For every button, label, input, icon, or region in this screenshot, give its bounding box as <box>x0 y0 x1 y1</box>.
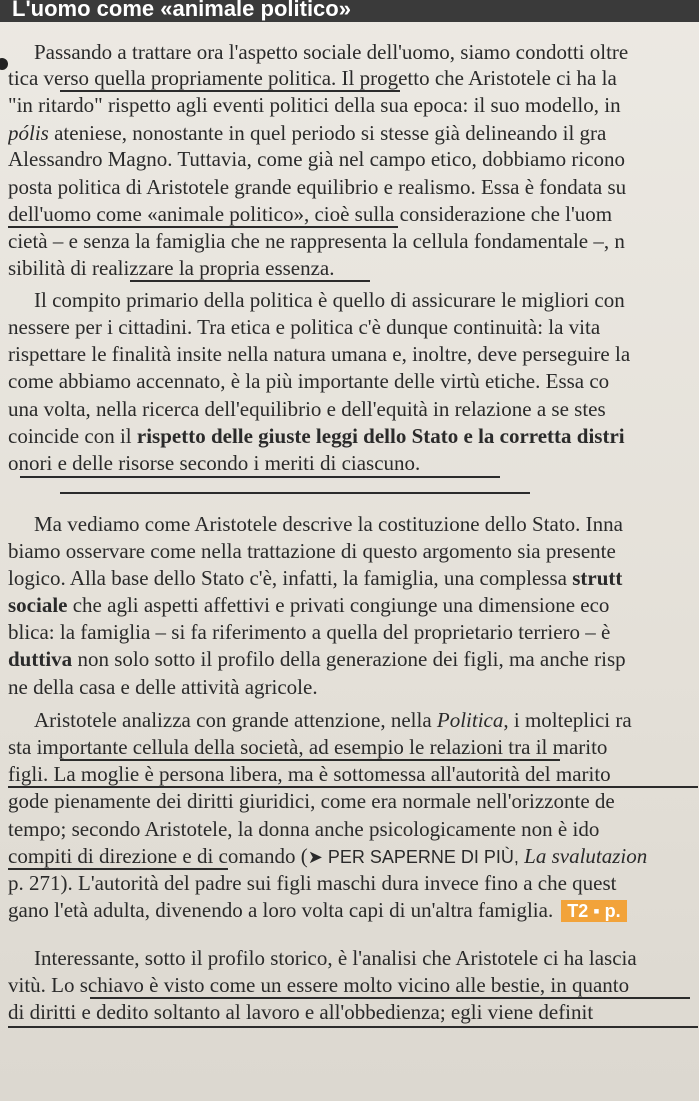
p3-line: ne della casa e delle attività agricole. <box>8 675 318 699</box>
bold-key-phrase: rispetto delle giuste leggi dello Stato e la corretta distri <box>136 424 625 448</box>
pen-underline <box>8 226 398 228</box>
p2-text: coincide con il <box>8 424 137 448</box>
p2-line: onori e delle risorse secondo i meriti di ciascuno. <box>8 451 421 475</box>
p1-line: posta politica di Aristotele grande equilibrio e realismo. Essa è fondata su <box>8 175 627 199</box>
p4-line <box>34 708 699 732</box>
p3-text: non solo sotto il profilo della generazione dei figli, ma anche risp <box>72 647 626 671</box>
pen-underline <box>60 90 400 92</box>
cross-reference-link[interactable]: ➤ PER SAPERNE DI PIÙ, <box>307 847 519 867</box>
p4-text: La svalutazion <box>518 844 648 868</box>
p3-line <box>8 593 699 617</box>
bullet-icon <box>0 58 8 70</box>
p1-line: tica verso quella propriamente politica. Il progetto che Aristotele ci ha la <box>8 66 617 90</box>
p2-line: una volta, nella ricerca dell'equilibrio e dell'equità in relazione a se stes <box>8 397 606 421</box>
p4-line <box>8 844 699 869</box>
p5-line: di diritti e dedito soltanto al lavoro e all'obbedienza; egli viene definit <box>8 1000 594 1024</box>
p1-line: sibilità di realizzare la propria essenza. <box>8 256 335 280</box>
p4-line: gode pienamente dei diritti giuridici, come era normale nell'orizzonte de <box>8 789 615 813</box>
pen-underline <box>8 1026 698 1028</box>
p3-text: logico. Alla base dello Stato c'è, infatti, la famiglia, una complessa <box>8 566 573 590</box>
p3-line: biamo osservare come nella trattazione di questo argomento sia presente <box>8 539 616 563</box>
polis-term: pólis <box>8 121 49 145</box>
p2-line <box>8 424 699 448</box>
p2-line: rispettare le finalità insite nella natura umana e, inoltre, deve perseguire la <box>8 342 631 366</box>
p1-line <box>8 121 699 145</box>
p1-text: ateniese, nonostante in quel periodo si stesse già delineando il gra <box>48 121 607 145</box>
section-heading: L'uomo come «animale politico» <box>0 0 699 22</box>
p1-line: Passando a trattare ora l'aspetto sociale dell'uomo, siamo condotti oltre <box>34 40 629 64</box>
p5-line: vitù. Lo schiavo è visto come un essere molto vicino alle bestie, in quanto <box>8 973 630 997</box>
p2-line: nessere per i cittadini. Tra etica e politica c'è dunque continuità: la vita <box>8 315 601 339</box>
p4-line: p. 271). L'autorità del padre sui figli maschi dura invece fino a che quest <box>8 871 617 895</box>
p4-line <box>8 898 699 922</box>
p1-line: cietà – e senza la famiglia che ne rappresenta la cellula fondamentale –, n <box>8 229 625 253</box>
bold-key-phrase: duttiva <box>8 647 73 671</box>
p4-text: compiti di direzione e di comando ( <box>8 844 308 868</box>
p2-line: Il compito primario della politica è quello di assicurare le migliori con <box>34 288 625 312</box>
p1-line: dell'uomo come «animale politico», cioè sulla considerazione che l'uom <box>8 202 613 226</box>
pen-underline <box>130 280 370 282</box>
p4-text: Aristotele analizza con grande attenzione, nella <box>34 708 437 732</box>
p4-line: tempo; secondo Aristotele, la donna anche psicologicamente non è ido <box>8 817 600 841</box>
bold-key-phrase: strutt <box>572 566 623 590</box>
p5-line: Interessante, sotto il profilo storico, è l'analisi che Aristotele ci ha lascia <box>34 946 637 970</box>
p1-line: Alessandro Magno. Tuttavia, come già nel campo etico, dobbiamo ricono <box>8 147 626 171</box>
p2-line: come abbiamo accennato, è la più importante delle virtù etiche. Essa co <box>8 369 610 393</box>
bold-key-phrase: sociale <box>8 593 68 617</box>
pen-underline <box>60 492 530 494</box>
p4-line: sta importante cellula della società, ad esempio le relazioni tra il marito <box>8 735 608 759</box>
pen-underline <box>8 786 698 788</box>
pen-underline <box>8 868 228 870</box>
p4-text: , i molteplici ra <box>503 708 632 732</box>
pen-underline <box>60 759 560 761</box>
text-reference-tag[interactable]: T2 ▪ p. <box>561 900 626 922</box>
p3-line: Ma vediamo come Aristotele descrive la costituzione dello Stato. Inna <box>34 512 623 536</box>
p1-line: "in ritardo" rispetto agli eventi politici della sua epoca: il suo modello, in <box>8 93 621 117</box>
p3-line <box>8 647 699 671</box>
p3-text: che agli aspetti affettivi e privati congiunge una dimensione eco <box>67 593 610 617</box>
book-title: Politica <box>436 708 504 732</box>
p3-line: blica: la famiglia – si fa riferimento a quella del proprietario terriero – è <box>8 620 611 644</box>
pen-underline <box>90 997 690 999</box>
pen-underline <box>20 476 500 478</box>
p4-text: gano l'età adulta, divenendo a loro volta capi di un'altra famiglia. <box>8 898 554 922</box>
p4-line: figli. La moglie è persona libera, ma è sottomessa all'autorità del marito <box>8 762 611 786</box>
p3-line <box>8 566 699 590</box>
